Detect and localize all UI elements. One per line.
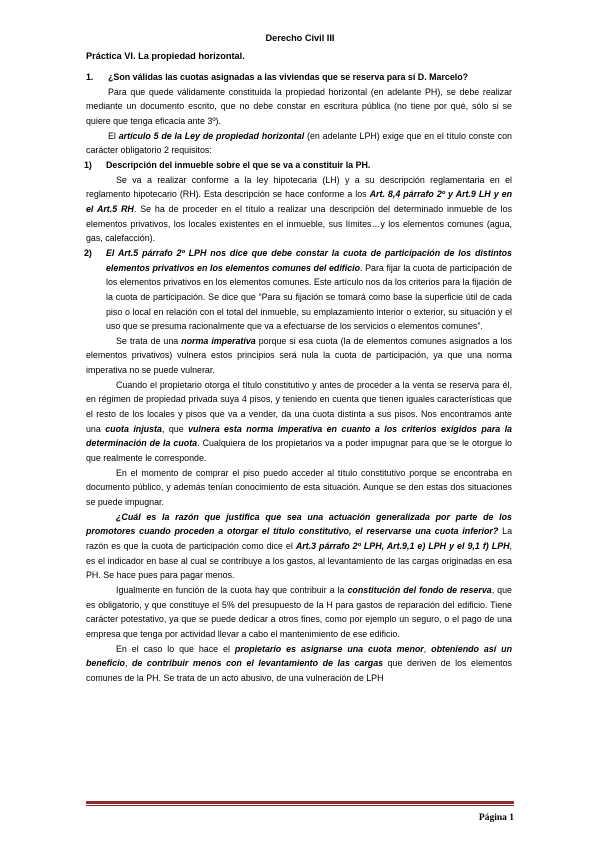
document-title: Derecho Civil III: [265, 33, 335, 43]
paragraph-2: [86, 129, 512, 158]
question-1: [86, 70, 512, 85]
text-run-emphasis: artículo 5 de la Ley de propiedad horizontal: [118, 130, 305, 141]
requirement-number: 2): [84, 247, 92, 258]
text-run: ,: [124, 658, 132, 669]
paragraph-3: [86, 173, 512, 246]
text-run-emphasis: Art. 8,4 párrafo 2º y Art.9 LH y en el Art.5 RH: [86, 189, 512, 214]
text-run: El: [108, 130, 119, 141]
text-run-emphasis: cuota injusta: [105, 423, 162, 434]
text-run: Cuando el propietario otorga el título constitutivo y antes de proceder a la venta se reserva para él, en régimen de propiedad privada suya 4 pisos, y teniendo en cuenta que tienen iguales características que el resto de los locales y pisos que va a vender, da una cuota distinta a sus pisos. Nos encontramos ante una: [86, 379, 512, 434]
text-run-emphasis: obteniendo así un beneficio: [86, 643, 513, 669]
page-number: Página 1: [478, 813, 514, 823]
paragraph-9: [86, 642, 512, 686]
requirement-number: 1): [84, 159, 92, 170]
text-run-emphasis: constitución del fondo de reserva: [347, 584, 492, 595]
text-run-emphasis: de contribuir menos con el levantamiento de las cargas: [132, 658, 384, 669]
document-body: [86, 70, 512, 686]
question-number: 1.: [86, 72, 94, 82]
text-run-emphasis: propietario es asignarse una cuota menor: [234, 643, 424, 654]
text-run: , que es obligatorio, y que constituye el 5% del presupuesto de la H para gastos de reparación del edificio. Tiene carácter potestativo, ya que se puede dedicar a otros fines, como por ejemplo un seguro, o el pago de una empresa que tenga por actividad llevar a cabo el mantenimiento de ese edificio.: [86, 584, 512, 639]
text-run-emphasis: ¿Cuál es la razón que justifica que sea una actuación generalizada por parte de los promotores cuando proceden a otorgar el título constitutivo, el reservarse una cuota inferior?: [86, 511, 512, 537]
footer-rule-thin: [86, 805, 514, 806]
text-run: que deriven de los elementos comunes de la PH. Se trata de un acto abusivo, de una vulneración de LPH: [86, 658, 512, 683]
requirement-text: Descripción del inmueble sobre el que se va a constituir la PH.: [106, 159, 371, 170]
text-run: Se va a realizar conforme a la ley hipotecaria (LH) y a su descripción reglamentaria en el reglamento hipotecario (RH). Esta descripción se hace conforme a los: [86, 174, 512, 200]
paragraph-4: [86, 334, 512, 378]
paragraph-8: [86, 583, 512, 642]
requirement-1: [86, 158, 512, 173]
text-run: (en adelante LPH) exige que en el título conste con carácter obligatorio 2 requisitos:: [86, 130, 512, 156]
text-run-emphasis: El Art.5 párrafo 2º LPH nos dice que debe constar la cuota de participación de los distintos elementos privativos en los elementos comunes del edificio: [106, 247, 512, 273]
text-run: ,: [423, 643, 432, 654]
footer-rule: [86, 801, 514, 804]
text-run: En el caso lo que hace el: [116, 643, 235, 654]
text-run: Se trata de una: [116, 335, 182, 346]
text-run-emphasis: Art.3 párrafo 2º LPH, Art.9,1 e) LPH y el 9,1 f) LPH: [295, 541, 510, 551]
text-run: La razón es que la cuota de participación como dice el: [86, 526, 513, 551]
paragraph-7: [86, 510, 512, 583]
paragraph-1: Para que quede válidamente constituida la propiedad horizontal (en adelante PH), se debe realizar mediante un documento escrito, que no debe constar en escritura pública (no tiene por qué, sólo si se quiere que tenga eficacia ante 3º).: [86, 86, 512, 126]
text-run-emphasis: norma imperativa: [181, 335, 256, 346]
text-run-emphasis: vulnera esta norma imperativa en cuanto a los criterios exigidos para la determinación de la cuota: [86, 423, 512, 449]
paragraph-5: [86, 378, 512, 466]
practice-subtitle: Práctica VI. La propiedad horizontal.: [86, 51, 245, 61]
text-run: porque si esa cuota (la de elementos comunes asignados a los elementos privativos) vulnera estos principios será nula la cuota de participación, ya que una norma imperativa no se puede vulnerar.: [86, 335, 512, 376]
question-text: ¿Son válidas las cuotas asignadas a las viviendas que se reserva para sí D. Marcelo?: [108, 72, 469, 82]
requirement-text: [106, 246, 512, 334]
requirement-2: [86, 246, 512, 334]
text-run: , es el indicador en base al cual se contribuye a los gastos, al levantamiento de las cargas originadas en esa PH. Se hace pues para pagar menos.: [86, 541, 512, 581]
text-run: . Cualquiera de los propietarios va a poder impugnar para que se le otorgue lo que realmente le corresponde.: [86, 438, 512, 464]
paragraph-6: En el momento de comprar el piso puedo acceder al título constitutivo porque se encontraba en documento público, y además tenían conocimiento de esta situación. Aunque se den estas dos situaciones se puede impugnar.: [86, 467, 512, 508]
text-run: Igualmente en función de la cuota hay que contribuir a la: [116, 584, 348, 595]
text-run: , que: [161, 423, 189, 434]
text-run: . Para fijar la cuota de participación de los elementos privativos en los elementos comunes. Este artículo nos da los criterios para la fijación de la cuota de participación. Se dice que “Para su fijación se tomará como base la superficie útil de cada piso o local en relación con el total del inmueble, su emplazamiento interior o exterior, su situación y el uso que se presuma racionalmente que va a efectuarse de los servicios o elementos comunes”.: [106, 262, 513, 332]
text-run: . Se ha de proceder en el título a realizar una descripción del determinado inmueble de los elementos privativos, los locales existentes en el inmueble, sus límites…y los elementos comunes (agua, gas, calefacción).: [86, 203, 513, 244]
